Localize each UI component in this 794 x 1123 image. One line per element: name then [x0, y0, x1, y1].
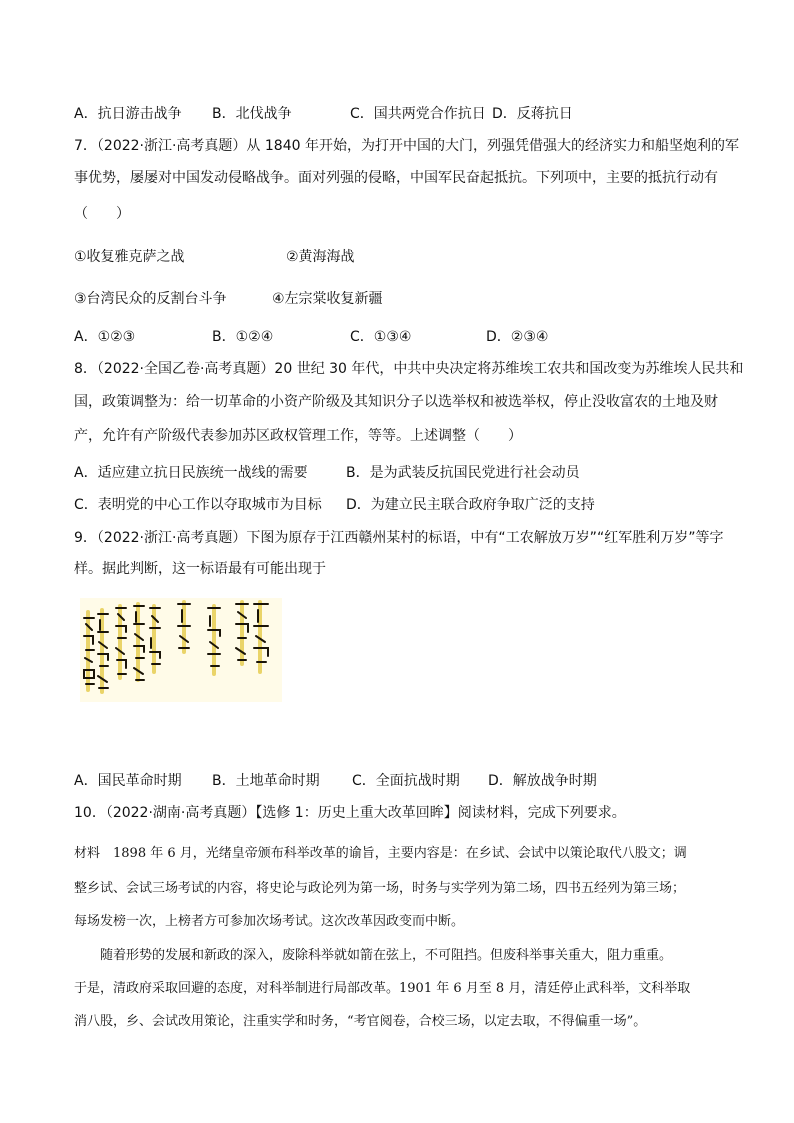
q6-options	[74, 103, 573, 123]
q8-stem-line-3: 产，允许有产阶级代表参加苏区政权管理工作，等等。上述调整（ ）	[74, 428, 522, 444]
q7-option-c: C．①③④	[350, 329, 412, 345]
q8-stem-line-1: 8．（2022·全国乙卷·高考真题）20 世纪 30 年代，中共中央决定将苏维埃工农共和国改变为苏维埃人民共和	[74, 361, 744, 377]
q9-option-d: D．解放战争时期	[488, 773, 597, 789]
q6-option-a: A．抗日游击战争	[74, 106, 182, 122]
q10-material-line-5: 于是，清政府采取回避的态度，对科举制进行局部改革。1901 年 6 月至 8 月，清廷停止武科举，文科举取	[74, 981, 691, 996]
q8-stem-line-2: 国，政策调整为：给一切革命的小资产阶级及其知识分子以选举权和被选举权，停止没收富农的土地及财	[74, 394, 718, 410]
q8-option-a: A．适应建立抗日民族统一战线的需要	[74, 465, 308, 481]
q7-stem-line-1: 7．（2022·浙江·高考真题）从 1840 年开始，为打开中国的大门，列强凭借强大的经济实力和船坚炮利的军	[74, 138, 739, 154]
q8-option-d: D．为建立民主联合政府争取广泛的支持	[346, 497, 595, 513]
q9-stem-line-2: 样。据此判断，这一标语最有可能出现于	[74, 561, 326, 577]
q8-option-c: C．表明党的中心工作以夺取城市为目标	[74, 497, 322, 513]
q10-material-line-1: 材料 1898 年 6 月，光绪皇帝颁布科举改革的谕旨，主要内容是：在乡试、会试中以策论取代八股文；调	[74, 846, 687, 861]
q7-item-3: ③台湾民众的反割台斗争	[74, 291, 227, 307]
q8-option-b: B．是为武装反抗国民党进行社会动员	[346, 465, 580, 481]
q7-option-a: A．①②③	[74, 329, 136, 345]
q10-stem: 10．（2022·湖南·高考真题）【选修 1：历史上重大改革回眸】阅读材料，完成下列要求。	[74, 805, 626, 821]
q9-stem-line-1: 9．（2022·浙江·高考真题）下图为原存于江西赣州某村的标语，中有“工农解放万岁”“红军胜利万岁”等字	[74, 530, 724, 546]
q9-option-a: A．国民革命时期	[74, 773, 182, 789]
q7-option-d: D．②③④	[486, 329, 549, 345]
q7-stem-line-2: 事优势，屡屡对中国发动侵略战争。面对列强的侵略，中国军民奋起抵抗。下列项中，主要的抵抗行动有	[74, 170, 718, 186]
q6-option-d: D．反蒋抗日	[492, 106, 573, 122]
slogan-calligraphy-drawing	[74, 592, 292, 712]
q10-material-line-3: 每场发榜一次，上榜者方可参加次场考试。这次改革因政变而中断。	[74, 914, 465, 929]
q7-item-4: ④左宗棠收复新疆	[272, 291, 383, 307]
q10-material-line-6: 消八股，乡、会试改用策论，注重实学和时务，“考官阅卷，合校三场，以定去取，不得偏重一场”。	[74, 1014, 647, 1029]
slogan-calligraphy-image	[74, 592, 292, 712]
q7-item-1: ①收复雅克萨之战	[74, 249, 185, 265]
q6-option-c: C．国共两党合作抗日	[350, 106, 486, 122]
q10-material-line-2: 整乡试、会试三场考试的内容，将史论与政论列为第一场，时务与实学列为第二场，四书五经列为第三场；	[74, 881, 686, 896]
q7-option-b: B．①②④	[212, 329, 274, 345]
q9-option-b: B．土地革命时期	[212, 773, 320, 789]
q9-option-c: C．全面抗战时期	[352, 773, 460, 789]
q9-options	[74, 770, 597, 790]
q7-options	[74, 326, 548, 346]
q7-answer-blank: （ ）	[74, 206, 130, 222]
q6-option-b: B．北伐战争	[212, 106, 292, 122]
q10-material-line-4: 随着形势的发展和新政的深入，废除科举就如箭在弦上，不可阻挡。但废科举事关重大，阻力重重。	[74, 948, 673, 963]
q7-item-2: ②黄海海战	[286, 249, 355, 265]
